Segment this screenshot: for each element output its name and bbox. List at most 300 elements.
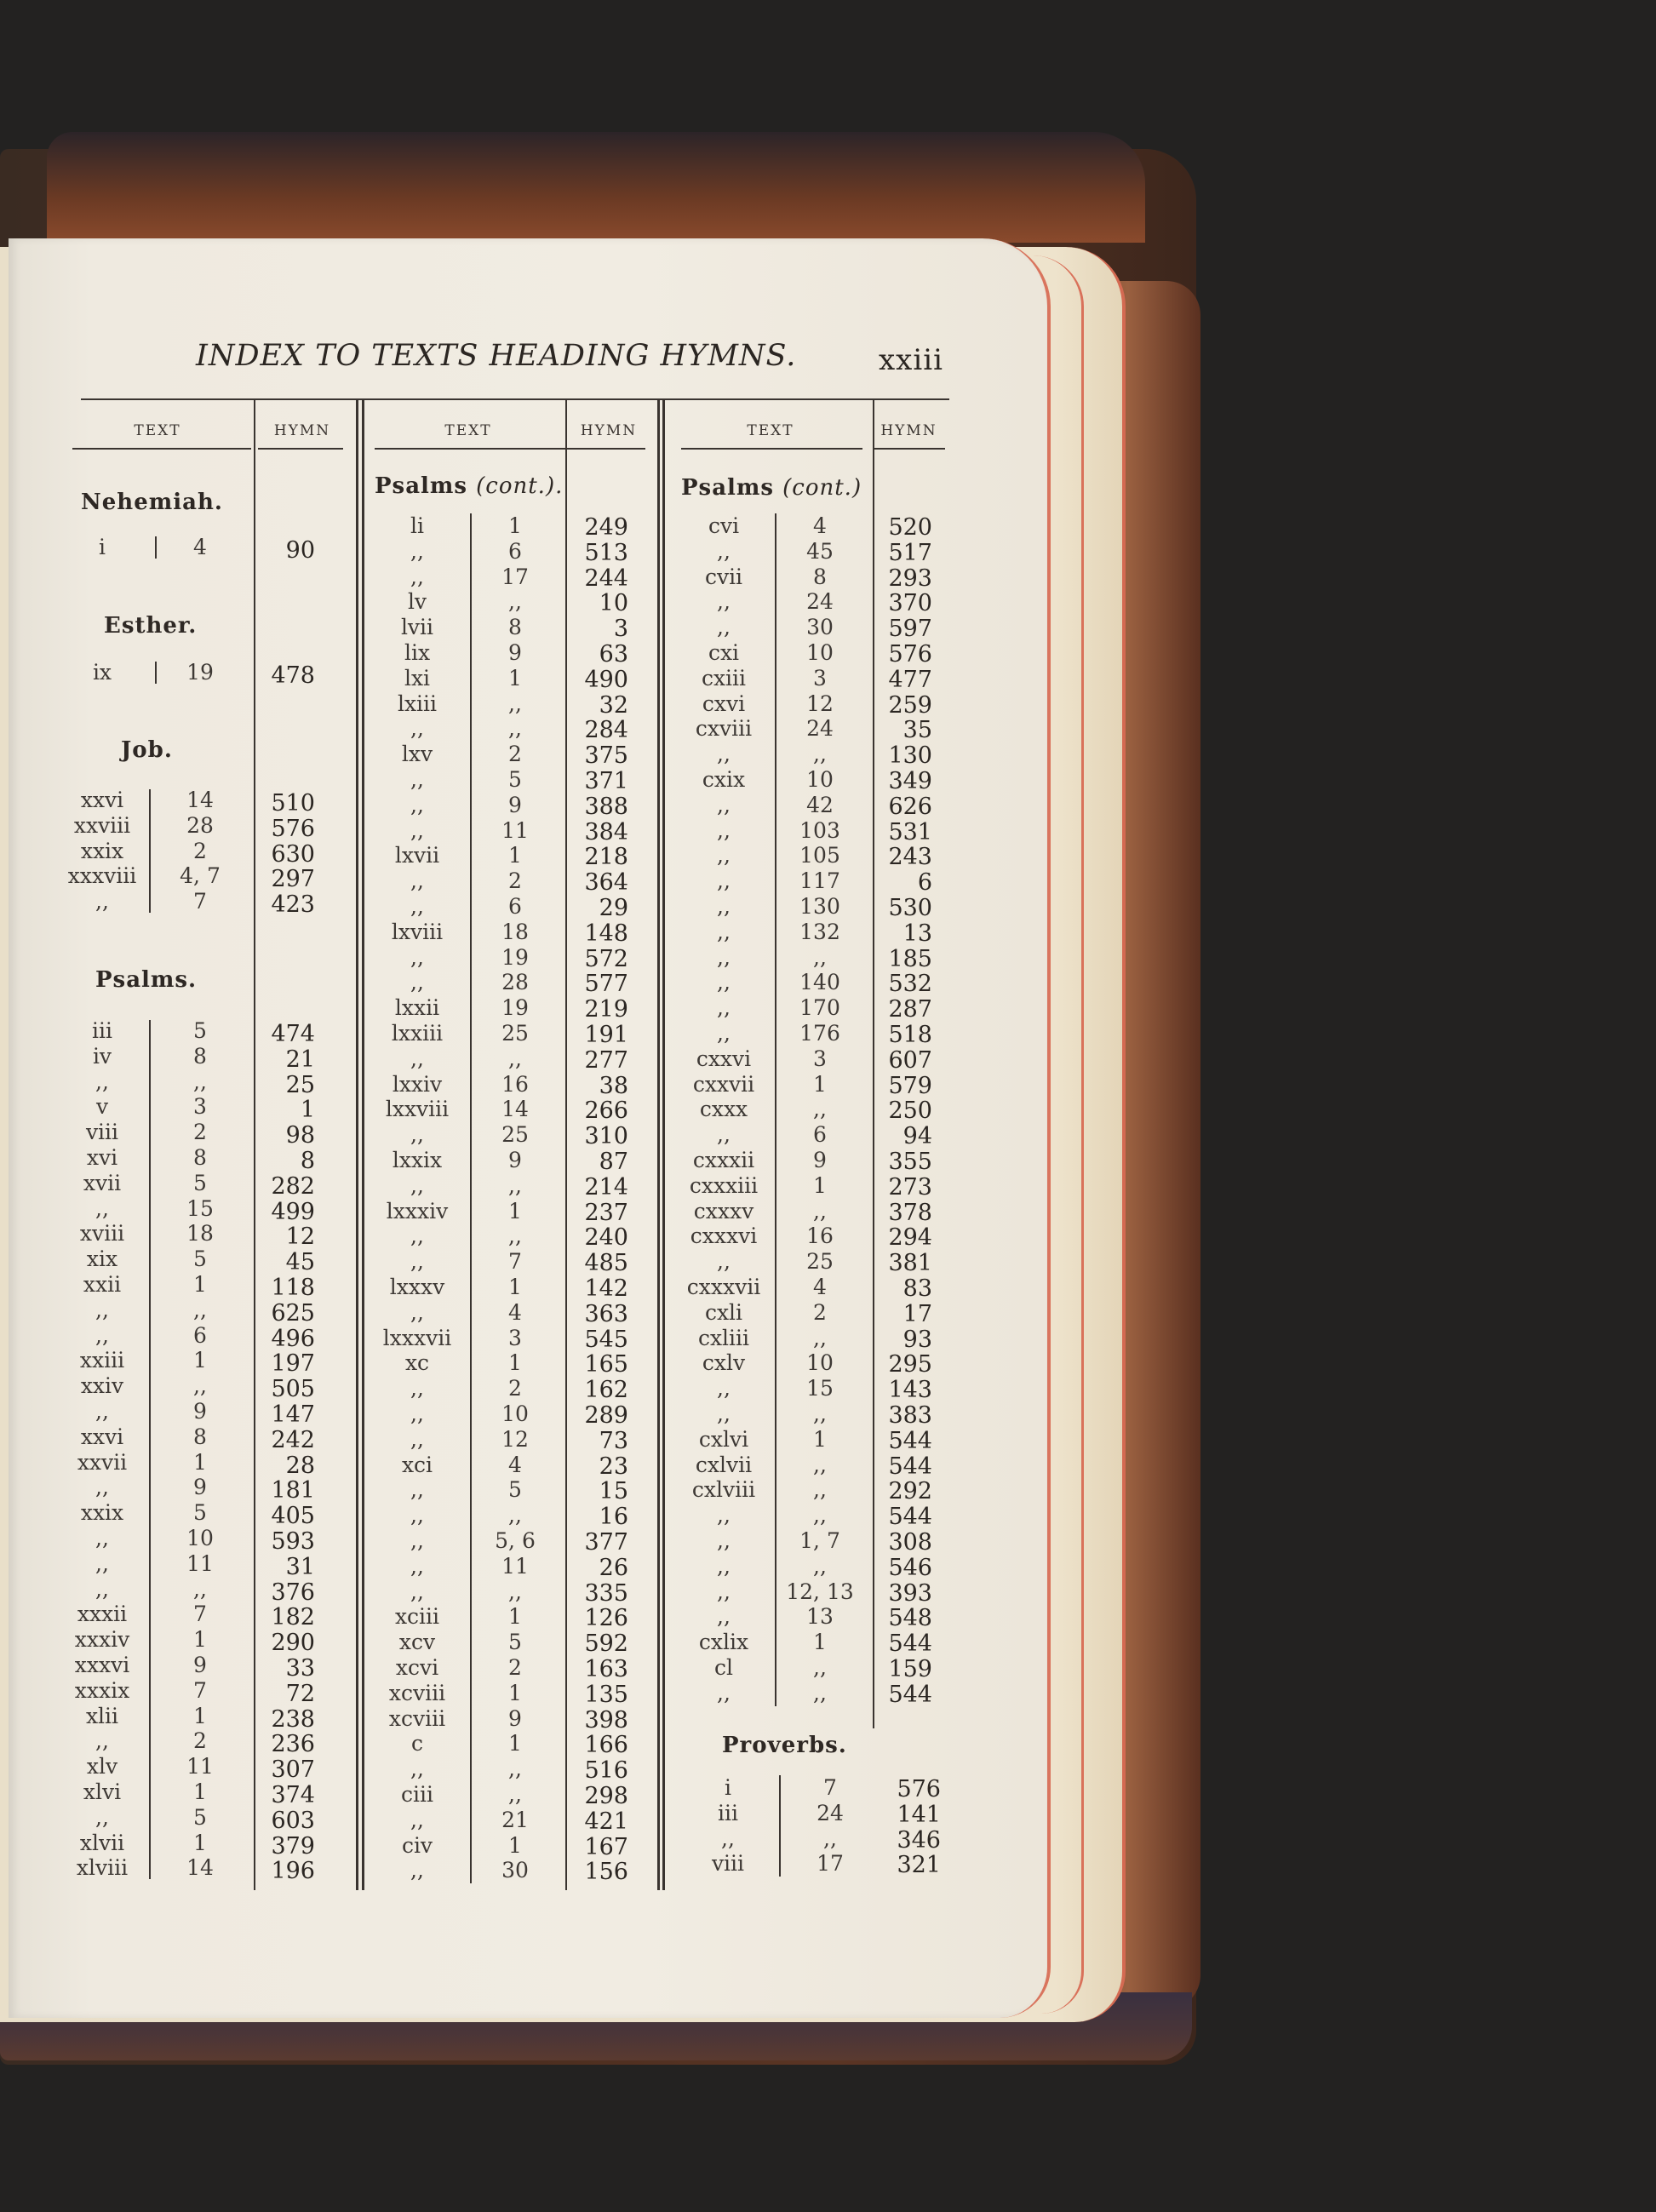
chapter: ix [92,660,112,685]
hymn-number: 196 [271,1858,315,1885]
chapter: cxxxiii [689,1172,759,1198]
chapter: ,, [410,1858,424,1883]
chapter: ,, [410,1553,424,1579]
chapter: viii [711,1851,745,1877]
hymn-number: 510 [271,790,315,817]
chapter: ,, [410,716,424,742]
verse: 3 [508,1325,522,1350]
verse: ,, [813,1553,827,1579]
chapter: ,, [410,1376,424,1401]
chapter: xxvi [80,1424,124,1449]
hymn-number: 298 [584,1783,628,1809]
verse: 10 [806,640,834,665]
hymn-number: 31 [285,1553,315,1580]
verse: 3 [813,1046,827,1071]
hymn-number: 293 [888,564,932,592]
book-spine-top [47,132,1145,243]
hymn-number: 289 [584,1402,628,1429]
hymn-number: 181 [271,1477,315,1504]
chapter: ,, [410,1426,424,1452]
hymn-number: 548 [888,1605,932,1632]
hymn-number: 244 [584,564,628,592]
hymn-number: 576 [897,1776,941,1802]
verse: 103 [799,817,840,843]
verse: ,, [813,1325,827,1350]
chapter: xcviii [388,1680,446,1705]
hymn-number: 197 [271,1350,315,1378]
verse: 9 [193,1399,207,1424]
hymn-number: 593 [271,1528,315,1555]
hymn-number: 237 [584,1199,628,1226]
section-title: Proverbs. [722,1733,847,1758]
header-rule-top [81,398,949,400]
chapter: xxiv [80,1373,124,1399]
hymn-number: 38 [599,1072,628,1099]
chapter: civ [401,1832,433,1858]
hymn-number: 83 [902,1275,932,1302]
chapter: cxxxvii [686,1275,761,1299]
hymn-number: 572 [584,945,628,972]
hymn-number: 141 [897,1801,941,1828]
verse: 6 [508,894,522,919]
verse-rule [775,513,776,1706]
hymn-number: 219 [584,996,628,1023]
verse: ,, [813,1401,827,1426]
chapter: xxiii [79,1348,125,1373]
hymn-number: 294 [888,1224,932,1252]
chapter: i [725,1775,731,1800]
chapter: xci [401,1452,433,1477]
verse: 1 [508,1604,522,1630]
verse: 5 [508,1630,522,1655]
header-underline [258,448,343,450]
column-divider [657,400,660,1890]
hymn-number: 295 [888,1351,932,1378]
header-underline [72,448,251,450]
chapter: cxxxvi [690,1223,758,1249]
hymn-number: 266 [584,1097,628,1125]
section-title: Psalms. [95,967,198,993]
hymn-number: 370 [888,590,932,617]
verse: 1 [813,1172,827,1198]
verse: 1 [813,1426,827,1452]
hymn-number: 485 [584,1250,628,1277]
verse: ,, [193,1297,207,1322]
verse: ,, [813,1097,827,1122]
chapter: iii [92,1018,112,1043]
chapter: xxxii [77,1602,128,1627]
hymn-number: 98 [285,1122,315,1149]
hymn-number: 496 [271,1325,315,1352]
verse: ,, [508,589,522,615]
chapter: ,, [717,1249,731,1275]
chapter: lxxviii [385,1097,450,1122]
verse: 1 [193,1272,207,1297]
verse: 4, 7 [180,863,221,889]
section-title-main: Psalms [375,473,468,499]
verse: ,, [193,1576,207,1602]
chapter: cxxvii [692,1071,755,1097]
chapter: lxviii [391,919,444,944]
chapter: ,, [410,1249,424,1275]
hymn-number: 243 [888,844,932,871]
hymn-number: 90 [285,537,315,564]
chapter: lxxix [392,1148,443,1172]
verse: 7 [193,889,207,914]
verse: 1 [508,1198,522,1223]
hymn-number: 28 [285,1452,315,1479]
hymn-number: 93 [902,1326,932,1353]
chapter: cvi [708,513,740,538]
verse: 9 [193,1475,207,1500]
verse: ,, [508,1046,522,1071]
verse: 1 [193,1627,207,1653]
hymn-number: 273 [888,1173,932,1201]
chapter: xix [86,1246,118,1272]
chapter: ,, [717,1680,731,1705]
verse: 1 [508,843,522,868]
hymn-number: 277 [584,1046,628,1074]
chapter: cxi [708,640,740,665]
chapter: cxix [702,767,746,792]
hymn-number: 159 [888,1656,932,1682]
chapter: lxv [401,742,433,767]
verse: 24 [806,716,834,742]
verse: 7 [508,1249,522,1275]
verse: 8 [193,1145,207,1170]
chapter: ,, [410,767,424,792]
verse: 1 [508,513,522,538]
hymn-number: 165 [584,1351,628,1378]
verse: 28 [186,812,214,838]
hymn-number: 87 [599,1149,628,1175]
verse: 11 [186,1550,214,1576]
section-title [375,473,563,499]
chapter: ,, [95,1804,109,1830]
chapter: ,, [717,919,731,944]
hymn-number: 63 [599,641,628,668]
verse: 6 [193,1322,207,1348]
chapter: ,, [410,564,424,589]
chapter: lxxxv [389,1275,445,1299]
verse: ,, [813,742,827,767]
verse: 1 [193,1449,207,1475]
verse: 9 [508,640,522,665]
column-header-hymn: HYMN [273,422,331,439]
section-title: Esther. [104,613,198,639]
hymn-number: 421 [584,1808,628,1835]
hymn-number: 393 [888,1579,932,1607]
verse: 1 [193,1703,207,1728]
verse: 21 [501,1807,529,1832]
verse: 7 [193,1677,207,1703]
chapter: ,, [717,843,731,868]
chapter: xxii [83,1272,122,1297]
chapter: cxiii [701,665,747,691]
verse: 10 [806,1350,834,1376]
chapter: ,, [717,1401,731,1426]
hymn-number: 544 [888,1630,932,1658]
verse-rule [149,789,151,913]
chapter: ,, [95,889,109,914]
verse: 30 [501,1858,529,1883]
hymn-number: 25 [285,1071,315,1098]
verse: 8 [193,1043,207,1069]
chapter: ,, [410,1122,424,1148]
chapter: cxlviii [691,1477,756,1503]
column-divider [356,400,358,1890]
verse: 176 [799,1021,840,1046]
chapter: ,, [717,1503,731,1528]
verse: ,, [813,1503,827,1528]
chapter: ,, [410,1172,424,1198]
verse: 18 [501,919,529,944]
chapter: xxvi [80,788,124,812]
chapter: ,, [95,1526,109,1550]
hymn-number: 375 [584,742,628,770]
hymn-number: 167 [584,1833,628,1860]
hymn-number: 250 [888,1097,932,1125]
verse: 5 [193,1500,207,1526]
hymn-number: 148 [584,920,628,947]
chapter: ,, [717,868,731,894]
hymn-number: 135 [584,1681,628,1708]
hymn-number: 191 [584,1022,628,1048]
chapter: xlviii [76,1855,129,1881]
hymn-number: 23 [599,1453,628,1480]
hymn-number: 8 [300,1148,315,1174]
chapter: lxi [404,665,431,691]
hymn-number: 185 [888,945,932,972]
verse: ,, [508,716,522,742]
verse: 1 [193,1830,207,1855]
hymn-number: 29 [599,895,628,921]
hymn-number: 516 [584,1757,628,1785]
verse: 7 [193,1602,207,1627]
hymn-number: 26 [599,1554,628,1581]
verse: 5 [193,1804,207,1830]
chapter: xciii [394,1604,440,1630]
chapter: lxxxiv [386,1198,449,1223]
column-header-text: TEXT [444,422,492,439]
verse: 117 [799,868,840,894]
chapter: ,, [717,538,731,564]
chapter: xvi [86,1145,118,1170]
verse: 18 [186,1221,214,1246]
verse: 14 [501,1097,529,1122]
hymn-number: 597 [888,616,932,643]
verse: 15 [806,1376,834,1401]
chapter: ,, [410,1756,424,1782]
verse-rule [155,662,157,684]
verse: ,, [813,1680,827,1705]
hymn-number: 349 [888,768,932,794]
verse: 14 [186,1855,214,1881]
verse: 5 [508,767,522,792]
section-title-cont: (cont.). [476,473,564,499]
verse: 8 [193,1424,207,1449]
chapter: ,, [95,1322,109,1348]
chapter: cxlvi [698,1426,749,1452]
verse: 19 [501,995,529,1021]
chapter: ,, [717,894,731,919]
verse: ,, [193,1069,207,1094]
verse: 1 [508,1731,522,1756]
verse: ,, [508,691,522,716]
chapter: iii [718,1800,738,1825]
hymn-number: 384 [584,818,628,845]
chapter: xxxviii [67,863,137,889]
verse: 9 [193,1653,207,1677]
verse: 24 [817,1800,844,1825]
verse: 5, 6 [495,1528,536,1553]
chapter: xcviii [388,1705,446,1731]
chapter: cxlix [698,1630,749,1655]
chapter: lvii [400,615,434,640]
chapter: iv [92,1043,112,1069]
verse: 25 [806,1249,834,1275]
hymn-number: 490 [584,666,628,693]
verse: 170 [799,995,840,1021]
column-header-hymn: HYMN [580,422,638,439]
chapter: ,, [95,1550,109,1576]
hymn-number: 73 [599,1427,628,1454]
hymn-number: 423 [271,891,315,919]
verse: 1 [193,1348,207,1373]
chapter: ciii [401,1782,433,1807]
hymn-number: 577 [584,971,628,998]
verse: 11 [501,1553,529,1579]
page-title: INDEX TO TEXTS HEADING HYMNS. [196,339,797,373]
hymn-number: 218 [584,844,628,871]
verse: 2 [508,742,522,767]
hymn-number: 603 [271,1807,315,1834]
verse: 4 [193,535,207,559]
chapter: ,, [721,1825,735,1851]
chapter: lxxiv [392,1071,443,1097]
hymn-number: 355 [888,1149,932,1175]
chapter: ,, [717,1579,731,1604]
chapter: ,, [717,1604,731,1630]
hymn-number: 118 [271,1275,315,1301]
chapter: xxix [80,838,124,863]
hymn-number: 130 [888,742,932,770]
hymn-number: 544 [888,1427,932,1454]
hymn-number: 532 [888,971,932,998]
hymn-number: 499 [271,1198,315,1225]
verse: 19 [186,660,214,685]
header-underline [681,448,862,450]
verse: 132 [799,919,840,944]
verse: ,, [508,1782,522,1807]
verse: ,, [813,1198,827,1223]
chapter: lv [407,589,427,615]
verse: 6 [508,538,522,564]
chapter: cxviii [695,716,753,742]
verse: 9 [508,1148,522,1172]
verse: 9 [813,1148,827,1172]
verse: 1 [813,1630,827,1655]
verse: 7 [823,1775,837,1800]
chapter: ,, [410,792,424,817]
verse: 1 [508,1350,522,1376]
hymn-number: 21 [285,1046,315,1073]
header-underline [873,448,945,450]
chapter: cxlvii [695,1452,753,1477]
hymn-number: 126 [584,1605,628,1632]
hymn-number: 513 [584,539,628,566]
hymn-number: 576 [888,641,932,668]
chapter: xlv [86,1754,118,1779]
hymn-number: 143 [888,1377,932,1404]
chapter: ,, [410,817,424,843]
chapter: lxxiii [391,1021,444,1046]
chapter: ,, [717,817,731,843]
chapter: ,, [410,1299,424,1325]
hymn-number: 381 [888,1250,932,1277]
hymn-number: 287 [888,996,932,1023]
chapter: ,, [717,742,731,767]
chapter: ,, [410,1528,424,1553]
verse: ,, [508,1172,522,1198]
verse: ,, [813,944,827,970]
verse: 10 [501,1401,529,1426]
verse: 5 [193,1246,207,1272]
verse: ,, [508,1756,522,1782]
chapter: ,, [410,1579,424,1604]
verse: 12 [501,1426,529,1452]
hymn-number: 240 [584,1224,628,1252]
chapter: xxxix [74,1677,130,1703]
verse-rule [155,536,157,559]
verse-rule [470,513,472,1883]
hymn-number: 238 [271,1705,315,1733]
section-title: Job. [121,737,173,763]
verse: 16 [806,1223,834,1249]
verse: 5 [193,1170,207,1195]
chapter: ,, [717,589,731,615]
section-title [681,475,862,501]
hymn-number: 292 [888,1478,932,1505]
hymn-number: 284 [584,717,628,744]
chapter: ,, [95,1297,109,1322]
hymn-number: 15 [599,1478,628,1505]
hymn-number: 16 [599,1504,628,1531]
hymn-number: 45 [285,1249,315,1276]
hymn-number: 626 [888,793,932,820]
verse: 15 [186,1195,214,1221]
verse: 5 [508,1477,522,1503]
chapter: ,, [717,1122,731,1148]
chapter: cxli [704,1299,743,1325]
chapter: ,, [717,792,731,817]
verse: 1 [508,1832,522,1858]
column-header-hymn: HYMN [880,422,937,439]
chapter: cxliii [697,1325,750,1350]
section-title-cont: (cont.) [782,475,862,501]
chapter: ,, [95,1576,109,1602]
chapter: ,, [95,1195,109,1221]
verse: 5 [193,1018,207,1043]
chapter: xxxvi [74,1653,130,1677]
hymn-number: 374 [271,1782,315,1808]
hymn-number: 6 [917,869,932,897]
verse: 105 [799,843,840,868]
page-number: xxiii [879,343,943,377]
hymn-number: 290 [271,1630,315,1657]
verse: 2 [508,1655,522,1680]
chapter: xvii [83,1170,122,1195]
